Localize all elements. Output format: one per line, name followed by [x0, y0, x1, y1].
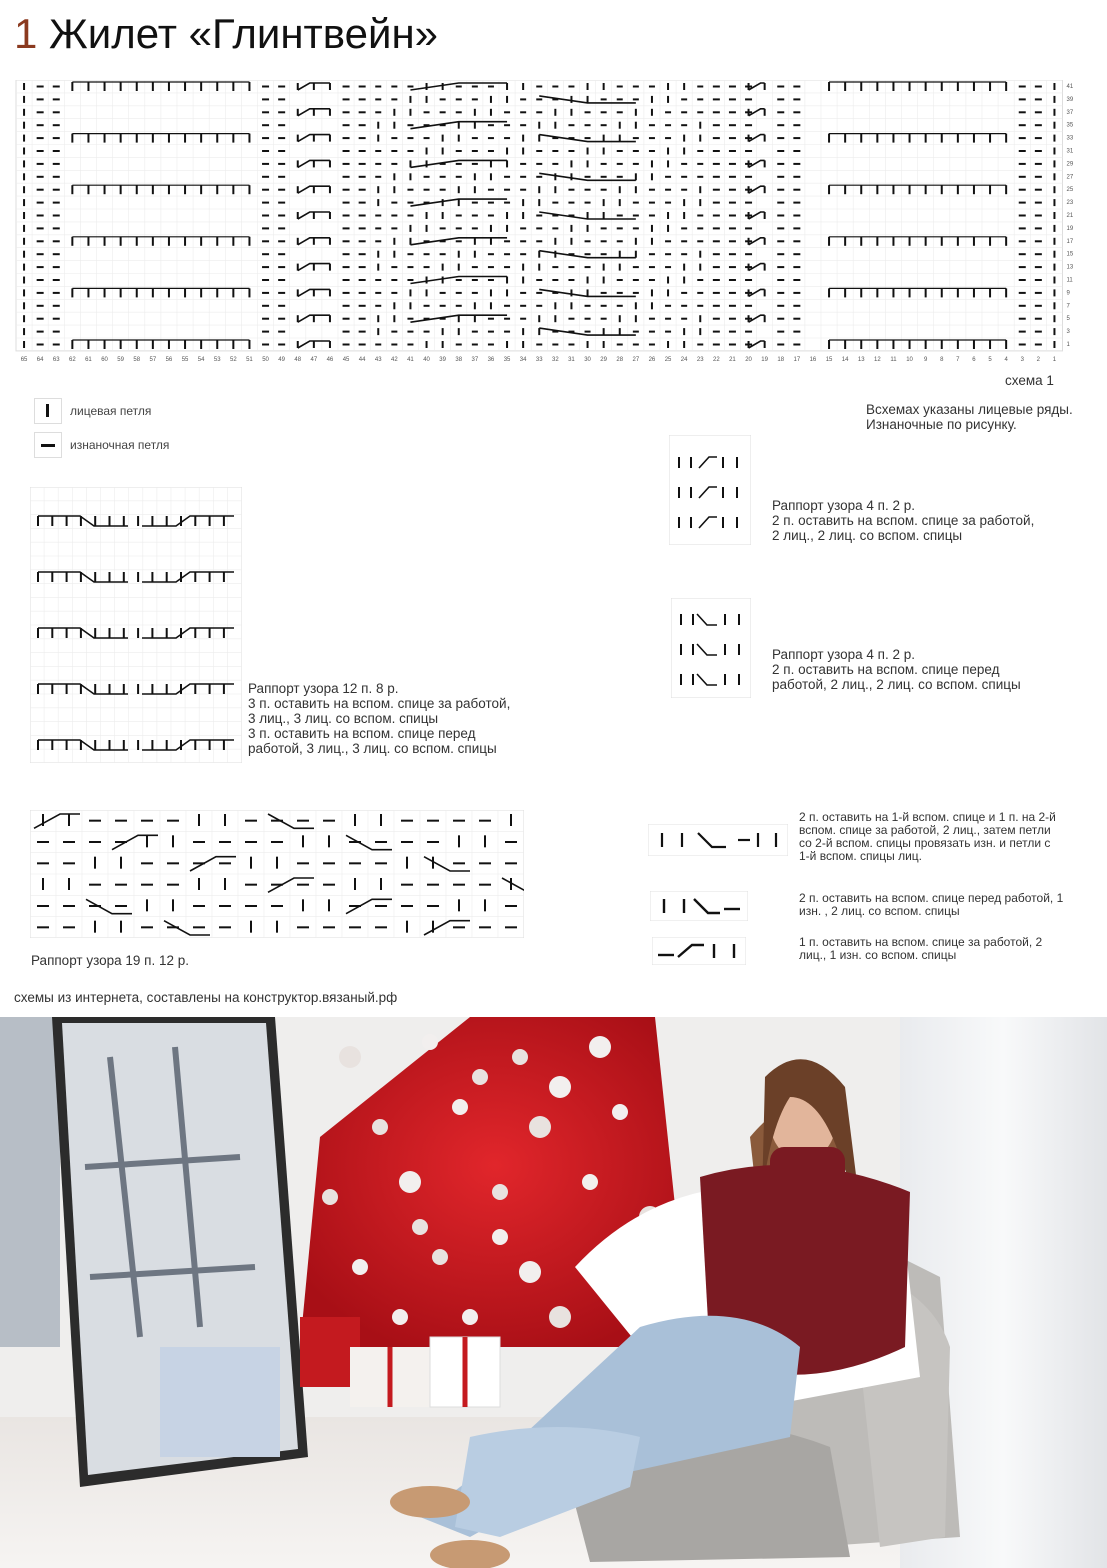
title-text: Жилет «Глинтвейн»: [49, 10, 439, 57]
purl-symbol-icon: [34, 432, 62, 458]
ornament: [549, 1306, 571, 1328]
ornament: [612, 1104, 628, 1120]
page-title: [14, 8, 438, 60]
row-number: 19: [1066, 225, 1074, 232]
column-number: 41: [407, 356, 414, 363]
column-number: 50: [262, 356, 269, 363]
row-number: 37: [1066, 109, 1074, 116]
desc-line: 1 п. оставить на вспом. спице за работой, 2: [799, 935, 1043, 949]
column-number: 52: [230, 356, 237, 363]
ornament: [492, 1184, 508, 1200]
window: [0, 1017, 60, 1347]
column-number: 37: [471, 356, 479, 363]
row-number: 35: [1066, 122, 1074, 129]
ornament: [589, 1036, 611, 1058]
desc-line: 2 лиц., 2 лиц. со вспом. спицы: [772, 528, 963, 543]
ornament: [519, 1261, 541, 1283]
symbol-1-description: [799, 811, 1056, 863]
column-number: 65: [20, 356, 28, 363]
ornament: [472, 1069, 488, 1085]
row-number: 27: [1066, 174, 1074, 181]
column-number: 43: [374, 356, 382, 363]
note: [866, 402, 1073, 432]
cable-symbol-1-icon: [648, 824, 788, 856]
ornament: [512, 1049, 528, 1065]
ornament: [582, 1174, 598, 1190]
column-number: 31: [568, 356, 575, 363]
row-number: 23: [1066, 200, 1074, 207]
column-number: 27: [632, 356, 640, 363]
row-number: 7: [1066, 303, 1070, 310]
column-number: 64: [36, 356, 44, 363]
product-photo: [0, 1017, 1107, 1568]
column-number: 36: [487, 356, 495, 363]
desc-line: 2 п. оставить на вспом. спице перед: [772, 662, 1000, 677]
column-number: 48: [294, 356, 302, 363]
row-number: 13: [1066, 264, 1074, 271]
column-number: 40: [423, 356, 430, 363]
desc-line: со 2-й вспом. спицы провязать изн. и петли с: [799, 836, 1051, 850]
desc-line: 2 п. оставить на вспом. спице перед работой, 1: [799, 891, 1064, 905]
column-number: 51: [246, 356, 253, 363]
column-number: 10: [906, 356, 913, 363]
column-number: 14: [841, 356, 849, 363]
row-number: 9: [1066, 290, 1070, 297]
row-number: 1: [1066, 342, 1070, 348]
row-numbers: [1067, 84, 1074, 348]
column-numbers: [21, 357, 1057, 363]
legend-knit: [34, 398, 151, 424]
ornament: [352, 1259, 368, 1275]
column-number: 30: [584, 356, 591, 363]
desc-line: работой, 3 лиц., 3 лиц. со вспом. спицы: [248, 741, 497, 756]
legend-purl: [34, 432, 169, 458]
cable-symbol-3-icon: [652, 937, 746, 965]
desc-line: 2 п. оставить на 1-й вспом. спице и 1 п. на 2-й: [799, 810, 1056, 824]
ornament: [339, 1046, 361, 1068]
row-number: 29: [1066, 161, 1074, 168]
column-number: 7: [956, 356, 960, 363]
pattern-4a-chart: [669, 435, 751, 545]
column-number: 42: [391, 356, 398, 363]
column-number: 11: [890, 356, 897, 363]
column-number: 44: [358, 356, 366, 363]
column-number: 12: [874, 356, 881, 363]
column-number: 3: [1020, 356, 1024, 363]
ornament: [372, 1119, 388, 1135]
legend-purl-label: изнаночная петля: [70, 438, 170, 452]
column-number: 9: [923, 356, 928, 363]
column-number: 28: [616, 356, 624, 363]
column-number: 18: [777, 356, 785, 363]
row-number: 25: [1066, 187, 1074, 194]
cable-symbol-2-icon: [650, 891, 748, 921]
row-number: 31: [1066, 148, 1074, 155]
row-number: 5: [1066, 316, 1070, 323]
column-number: 19: [761, 356, 768, 363]
column-number: 16: [809, 356, 817, 363]
desc-line: лиц., 1 изн. со вспом. спицы: [799, 948, 957, 962]
column-number: 39: [439, 356, 446, 363]
desc-line: изн. , 2 лиц. со вспом. спицы: [799, 904, 960, 918]
column-number: 4: [1004, 356, 1008, 363]
ornament: [529, 1116, 551, 1138]
column-number: 1: [1052, 356, 1057, 363]
column-number: 45: [342, 356, 350, 363]
row-number: 11: [1066, 277, 1073, 284]
column-number: 29: [600, 356, 607, 363]
column-number: 59: [117, 356, 124, 363]
title-number: 1: [14, 10, 38, 57]
column-number: 23: [696, 356, 704, 363]
floor-mirror: [52, 1017, 308, 1487]
column-number: 5: [988, 356, 992, 363]
column-number: 63: [52, 356, 60, 363]
main-knitting-chart: [12, 80, 1092, 366]
row-number: 33: [1066, 135, 1074, 142]
desc-line: 3 п. оставить на вспом. спице за работой,: [248, 696, 511, 711]
row-number: 41: [1066, 84, 1074, 90]
column-number: 47: [310, 356, 318, 363]
column-number: 34: [519, 356, 527, 363]
legend-knit-label: лицевая петля: [70, 404, 152, 418]
column-number: 22: [713, 356, 720, 363]
column-number: 55: [181, 356, 189, 363]
source-note: схемы из интернета, составлены на конструктор.вязаный.рф: [14, 990, 398, 1005]
desc-line: 1-й вспом. спицы лиц.: [799, 849, 922, 863]
row-number: 3: [1066, 329, 1070, 336]
column-number: 60: [101, 356, 108, 363]
ornament: [412, 1219, 428, 1235]
column-number: 62: [69, 356, 76, 363]
desc-line: работой, 2 лиц., 2 лиц. со вспом. спицы: [772, 677, 1021, 692]
row-number: 17: [1066, 238, 1074, 245]
pattern-12-chart: [30, 487, 242, 763]
column-number: 46: [326, 356, 334, 363]
pattern-4b-description: [772, 647, 1021, 692]
column-number: 58: [133, 356, 141, 363]
ornament: [492, 1229, 508, 1245]
ornament: [392, 1309, 408, 1325]
ornament: [432, 1249, 448, 1265]
desc-line: Раппорт узора 4 п. 2 р.: [772, 498, 915, 513]
column-number: 49: [278, 356, 285, 363]
note-line: Изнаночные по рисунку.: [866, 417, 1017, 432]
pattern-12-description: [248, 681, 510, 756]
column-number: 25: [664, 356, 672, 363]
column-number: 2: [1036, 356, 1041, 363]
desc-line: 3 лиц., 3 лиц. со вспом. спицы: [248, 711, 439, 726]
pattern-4b-chart: [671, 598, 751, 698]
knit-symbol-icon: [34, 398, 62, 424]
symbol-3-description: [799, 936, 1042, 962]
column-number: 21: [729, 356, 736, 363]
column-number: 32: [552, 356, 559, 363]
column-number: 57: [149, 356, 157, 363]
pattern-19-chart: [30, 810, 524, 938]
column-number: 53: [213, 356, 221, 363]
column-number: 61: [85, 356, 92, 363]
column-number: 20: [745, 356, 752, 363]
desc-line: Раппорт узора 4 п. 2 р.: [772, 647, 915, 662]
desc-line: вспом. спице за работой, 2 лиц., затем петли: [799, 823, 1051, 837]
ornament: [549, 1076, 571, 1098]
desc-line: Раппорт узора 12 п. 8 р.: [248, 681, 399, 696]
column-number: 26: [648, 356, 656, 363]
chart-caption: схема 1: [1005, 373, 1054, 388]
pattern-4a-description: [772, 498, 1034, 543]
column-number: 6: [972, 356, 976, 363]
ornament: [422, 1034, 438, 1050]
pattern-19-caption: Раппорт узора 19 п. 12 р.: [31, 953, 190, 968]
column-number: 15: [825, 356, 833, 363]
desc-line: 3 п. оставить на вспом. спице перед: [248, 726, 476, 741]
ornament: [322, 1189, 338, 1205]
ornament: [462, 1309, 478, 1325]
column-number: 8: [940, 356, 944, 363]
column-number: 13: [857, 356, 865, 363]
row-number: 15: [1066, 251, 1074, 258]
column-number: 24: [680, 356, 688, 363]
row-number: 21: [1066, 213, 1074, 219]
note-line: Всхемах указаны лицевые ряды.: [866, 402, 1073, 417]
ornament: [399, 1171, 421, 1193]
column-number: 33: [535, 356, 543, 363]
row-number: 39: [1066, 96, 1074, 103]
column-number: 56: [165, 356, 173, 363]
desc-line: 2 п. оставить на вспом. спице за работой,: [772, 513, 1035, 528]
column-number: 54: [197, 356, 205, 363]
symbol-2-description: [799, 892, 1063, 918]
column-number: 17: [793, 356, 801, 363]
column-number: 35: [503, 356, 511, 363]
column-number: 38: [455, 356, 463, 363]
ornament: [452, 1099, 468, 1115]
